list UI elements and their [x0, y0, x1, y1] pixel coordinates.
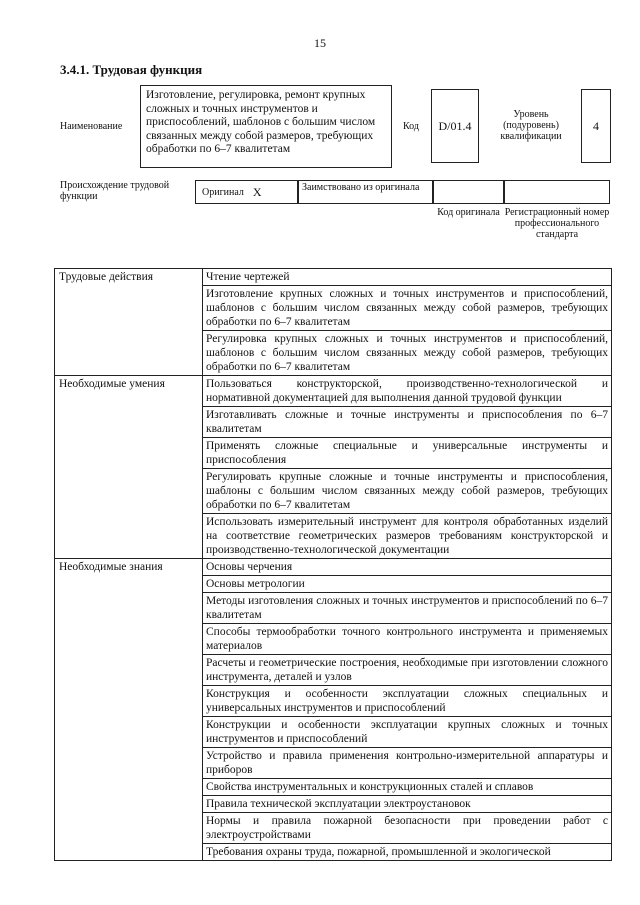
- section-title-cell: Необходимые знания: [55, 559, 203, 861]
- section-item-cell: Регулировать крупные сложные и точные инструменты и приспособления, шаблоны с большим числом связанных между собой размеров, требующих обработки по 6–7 квалитетам: [203, 469, 612, 514]
- section-item-cell: Требования охраны труда, пожарной, промышленной и экологической: [203, 844, 612, 861]
- borrowed-cell: Заимствовано из оригинала: [298, 180, 433, 204]
- name-label: Наименование: [60, 121, 123, 132]
- code-value-box: D/01.4: [431, 89, 479, 163]
- original-code-cell: [433, 180, 504, 204]
- section-item-cell: Пользоваться конструкторской, производственно-технологической и нормативной документацией для выполнения данной трудовой функции: [203, 376, 612, 407]
- section-item-cell: Нормы и правила пожарной безопасности при проведении работ с электроустройствами: [203, 813, 612, 844]
- code-label: Код: [403, 121, 419, 132]
- section-item-cell: Устройство и правила применения контрольно-измерительной аппаратуры и приборов: [203, 748, 612, 779]
- competency-table: [54, 268, 612, 861]
- section-item-cell: Применять сложные специальные и универсальные инструменты и приспособления: [203, 438, 612, 469]
- section-item-cell: Использовать измерительный инструмент для контроля обработанных изделий на соответствие геометрических размеров требованиям конструкторской и производственно-технологической документации: [203, 514, 612, 559]
- table-row: [55, 559, 612, 576]
- original-cell: [195, 180, 298, 204]
- section-item-cell: Чтение чертежей: [203, 269, 612, 286]
- section-item-cell: Изготавливать сложные и точные инструменты и приспособления по 6–7 квалитетам: [203, 407, 612, 438]
- level-value-box: 4: [581, 89, 611, 163]
- table-row: [55, 269, 612, 286]
- function-name-box: Изготовление, регулировка, ремонт крупных сложных и точных инструментов и приспособлений, шаблонов с большим числом связанных между собой размеров, требующих обработки по 6–7 квалитетам: [140, 85, 392, 168]
- section-item-cell: Изготовление крупных сложных и точных инструментов и приспособлений, шаблонов с большим числом связанных между собой размеров, требующих обработки по 6–7 квалитетам: [203, 286, 612, 331]
- section-item-cell: Свойства инструментальных и конструкционных сталей и сплавов: [203, 779, 612, 796]
- reg-number-caption: Регистрационный номер профессионального стандарта: [504, 207, 610, 240]
- section-item-cell: Способы термообработки точного контрольного инструмента и применяемых материалов: [203, 624, 612, 655]
- section-item-cell: Конструкция и особенности эксплуатации сложных специальных и универсальных инструментов и приспособлений: [203, 686, 612, 717]
- table-row: [55, 376, 612, 407]
- section-item-cell: Конструкции и особенности эксплуатации крупных сложных и точных инструментов и приспособлений: [203, 717, 612, 748]
- section-item-cell: Методы изготовления сложных и точных инструментов и приспособлений по 6–7 квалитетам: [203, 593, 612, 624]
- origin-row: [195, 180, 610, 204]
- page-number: 15: [314, 36, 326, 50]
- section-title-cell: Трудовые действия: [55, 269, 203, 376]
- section-item-cell: Правила технической эксплуатации электроустановок: [203, 796, 612, 813]
- original-mark: X: [252, 184, 262, 199]
- origin-label: Происхождение трудовой функции: [60, 180, 170, 202]
- section-title-cell: Необходимые умения: [55, 376, 203, 559]
- reg-number-cell: [504, 180, 610, 204]
- original-label: Оригинал: [202, 186, 244, 198]
- level-label: Уровень (подуровень) квалификации: [500, 109, 562, 142]
- section-title: 3.4.1. Трудовая функция: [60, 62, 203, 77]
- section-item-cell: Расчеты и геометрические построения, необходимые при изготовлении сложного инструмента, деталей и узлов: [203, 655, 612, 686]
- section-item-cell: Регулировка крупных сложных и точных инструментов и приспособлений, шаблонов с большим числом связанных между собой размеров, требующих обработки по 6–7 квалитетам: [203, 331, 612, 376]
- section-item-cell: Основы метрологии: [203, 576, 612, 593]
- section-item-cell: Основы черчения: [203, 559, 612, 576]
- code-original-caption: Код оригинала: [437, 207, 500, 218]
